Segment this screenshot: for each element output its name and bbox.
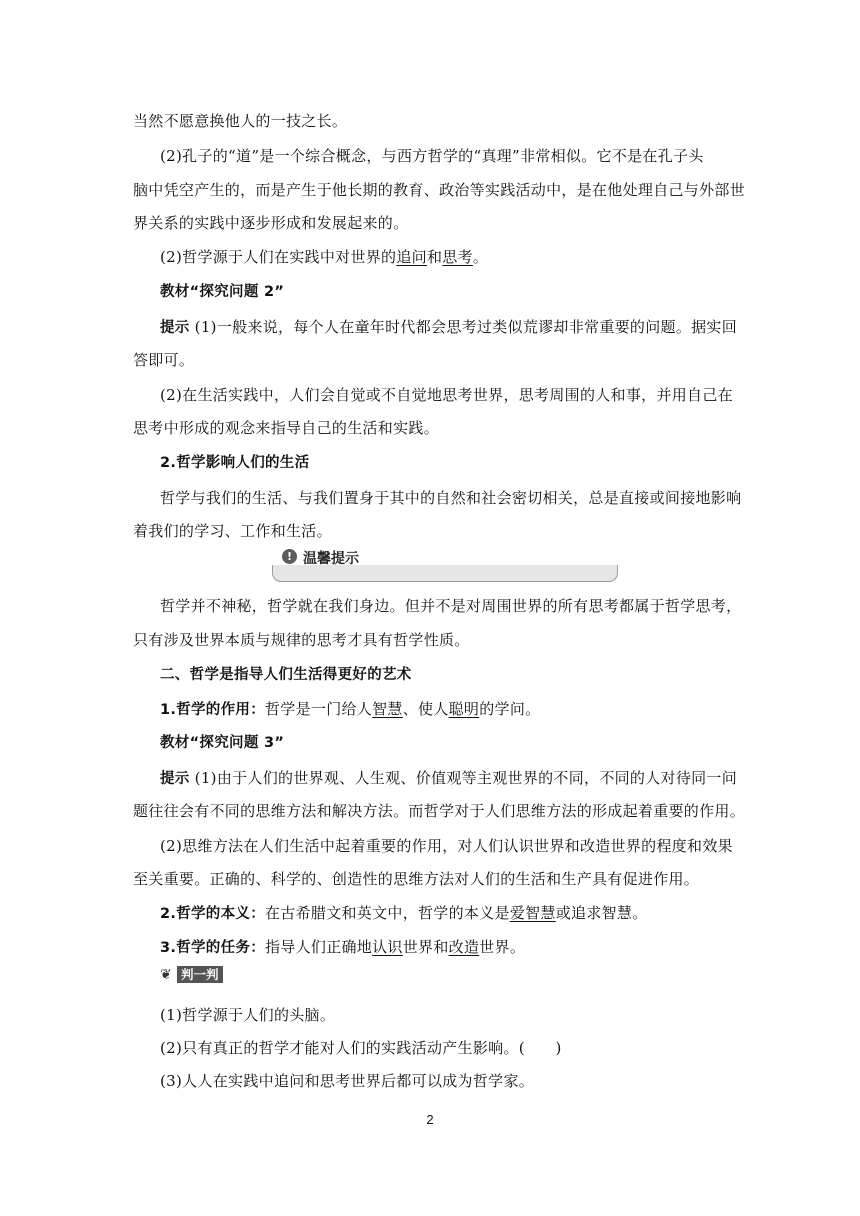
text-span: 、使人 xyxy=(402,700,449,718)
section-heading: 二、哲学是指导人们生活得更好的艺术 xyxy=(160,667,412,683)
paragraph-line xyxy=(160,698,760,721)
judge-item: (1)哲学源于人们的头脑。 xyxy=(160,1006,336,1024)
text-span: 在古希腊文和英文中，哲学的本义是 xyxy=(265,904,510,922)
judge-label: 判一判 xyxy=(177,966,223,983)
section-heading: 教材“探究问题 3” xyxy=(160,735,285,751)
paragraph-line: 至关重要。正确的、科学的、创造性的思维方法对人们的生活和生产具有促进作用。 xyxy=(133,870,700,888)
text-span: (2)哲学源于人们在实践中对世界的 xyxy=(160,248,397,266)
paragraph-line xyxy=(160,767,760,790)
tip-banner xyxy=(272,548,618,584)
underlined-answer: 思考 xyxy=(442,248,473,266)
underlined-answer: 聪明 xyxy=(448,700,480,718)
underlined-answer: 追问 xyxy=(396,248,427,266)
text-span: 世界和 xyxy=(402,938,449,956)
section-heading: 2.哲学影响人们的生活 xyxy=(160,455,310,471)
paragraph-line xyxy=(160,936,760,959)
item-heading: 1.哲学的作用： xyxy=(160,702,265,718)
section-heading: 教材“探究问题 2” xyxy=(160,284,285,300)
paragraph-line: 只有涉及世界本质与规律的思考才具有哲学性质。 xyxy=(133,631,470,649)
text-span: 哲学是一门给人 xyxy=(265,700,373,718)
paragraph-line xyxy=(160,316,760,339)
paragraph-line: 思考中形成的观念来指导自己的生活和实践。 xyxy=(133,419,440,437)
paragraph-line: 答即可。 xyxy=(133,351,195,369)
underlined-answer: 智慧 xyxy=(372,700,403,718)
paragraph-line: 哲学并不神秘，哲学就在我们身边。但并不是对周围世界的所有思考都属于哲学思考， xyxy=(160,597,742,615)
paragraph-line: (2)孔子的“道”是一个综合概念，与西方哲学的“真理”非常相似。它不是在孔子头 xyxy=(160,147,704,165)
paragraph-line xyxy=(160,902,760,925)
text-span: (1)一般来说，每个人在童年时代都会思考过类似荒谬却非常重要的问题。据实回 xyxy=(189,318,738,336)
exclamation-icon: ! xyxy=(282,549,297,564)
paragraph-line: 当然不愿意换他人的一技之长。 xyxy=(133,112,348,130)
underlined-answer: 爱智慧 xyxy=(509,904,556,922)
paragraph-line xyxy=(160,246,760,268)
hint-label: 提示 xyxy=(160,771,190,787)
text-span: 的学问。 xyxy=(479,700,541,718)
hint-label: 提示 xyxy=(160,320,190,336)
paragraph-line: (2)在生活实践中，人们会自觉或不自觉地思考世界，思考周围的人和事，并用自己在 xyxy=(160,386,733,404)
text-span: 或追求智慧。 xyxy=(555,904,648,922)
text-span: 和 xyxy=(426,248,443,266)
judge-item: (3)人人在实践中追问和思考世界后都可以成为哲学家。 xyxy=(160,1072,535,1090)
text-span: (1)由于人们的世界观、人生观、价值观等主观世界的不同，不同的人对待同一问 xyxy=(189,769,738,787)
paragraph-line: 题往往会有不同的思维方法和解决方法。而哲学对于人们思维方法的形成起着重要的作用。 xyxy=(133,802,746,820)
underlined-answer: 认识 xyxy=(372,938,403,956)
paragraph-line: 着我们的学习、工作和生活。 xyxy=(133,522,332,540)
item-heading: 3.哲学的任务： xyxy=(160,940,265,956)
judge-item: (2)只有真正的哲学才能对人们的实践活动产生影响。( ) xyxy=(160,1039,562,1057)
paragraph-line: 脑中凭空产生的，而是产生于他长期的教育、政治等实践活动中，是在他处理自己与外部世 xyxy=(133,181,746,199)
leaf-icon: ❦ xyxy=(160,967,172,983)
text-span: 。 xyxy=(472,248,489,266)
paragraph-line: 界关系的实践中逐步形成和发展起来的。 xyxy=(133,214,409,232)
underlined-answer: 改造 xyxy=(448,938,480,956)
page-number: 2 xyxy=(426,1112,434,1127)
paragraph-line: (2)思维方法在人们生活中起着重要的作用，对人们认识世界和改造世界的程度和效果 xyxy=(160,837,733,855)
tip-label: 温馨提示 xyxy=(303,551,359,567)
text-span: 世界。 xyxy=(479,938,526,956)
item-heading: 2.哲学的本义： xyxy=(160,906,265,922)
text-span: 指导人们正确地 xyxy=(265,938,373,956)
paragraph-line: 哲学与我们的生活、与我们置身于其中的自然和社会密切相关，总是直接或间接地影响 xyxy=(160,489,742,507)
